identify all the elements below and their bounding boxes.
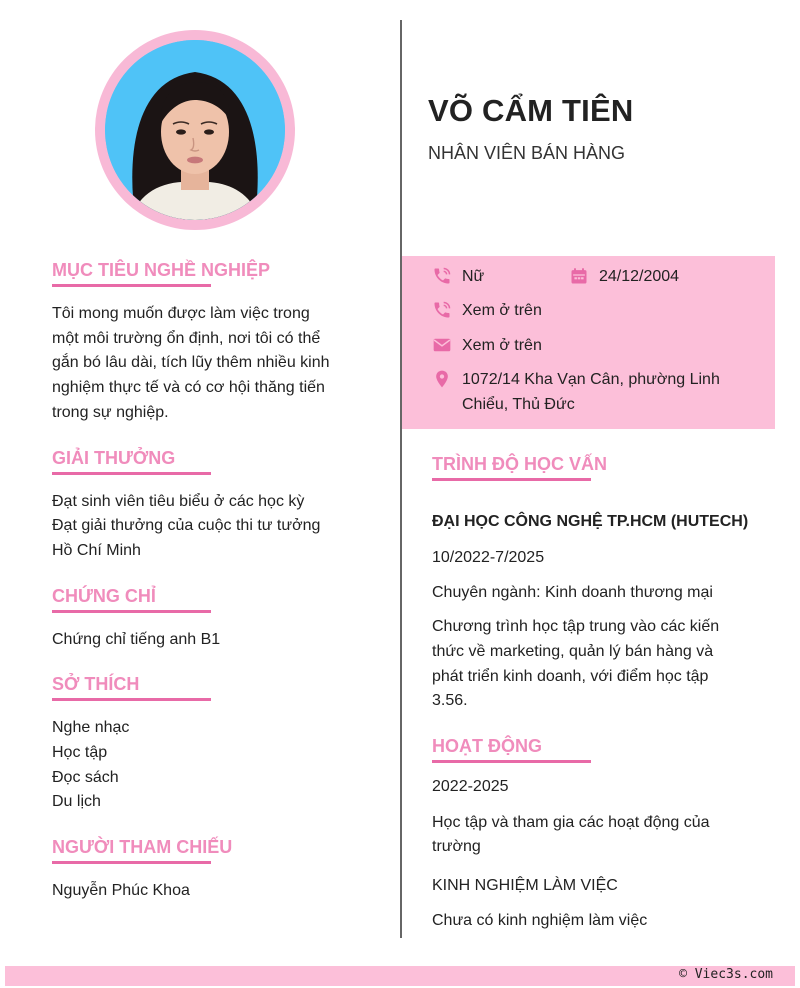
education-period: 10/2022-7/2025 (432, 548, 545, 566)
activities-description (432, 811, 762, 860)
school-name: ĐẠI HỌC CÔNG NGHỆ TP.HCM (HUTECH) (432, 513, 749, 530)
education-description (432, 615, 762, 714)
experience-text: Chưa có kinh nghiệm làm việc (432, 911, 648, 929)
footer-credit: © Viec3s.com (679, 967, 773, 982)
text-line: trường (432, 838, 481, 856)
text-line: gắn bó lâu dài, tích lũy thêm nhiều kinh (52, 354, 330, 372)
calendar-icon (569, 266, 589, 286)
hobby-item: Nghe nhạc (52, 719, 130, 737)
section-underline (432, 760, 591, 763)
education-major: Chuyên ngành: Kinh doanh thương mại (432, 584, 713, 602)
section-title: MỤC TIÊU NGHỀ NGHIỆP (52, 260, 271, 280)
certificate-item: Chứng chỉ tiếng anh B1 (52, 630, 221, 648)
phone-icon (432, 266, 452, 286)
section-underline (52, 698, 211, 701)
gender-value: Nữ (462, 268, 485, 285)
address-line: Chiểu, Thủ Đức (462, 395, 575, 413)
phone-value: Xem ở trên (462, 302, 542, 319)
right-column (432, 452, 762, 933)
section-certificates (52, 584, 352, 653)
text-line: Tôi mong muốn được làm việc trong (52, 305, 310, 322)
hobby-item: Du lịch (52, 793, 101, 811)
hobby-item: Học tập (52, 744, 108, 762)
activities-period: 2022-2025 (432, 777, 509, 795)
portrait-photo (105, 40, 285, 220)
birthday-value: 24/12/2004 (599, 268, 680, 285)
avatar-ring (95, 30, 295, 230)
section-title: TRÌNH ĐỘ HỌC VẤN (432, 454, 607, 474)
text-line: trong sự nghiệp. (52, 403, 169, 421)
section-title: SỞ THÍCH (52, 674, 140, 695)
address-line: 1072/14 Kha Vạn Cân, phường Linh (462, 371, 720, 388)
section-references (52, 835, 352, 904)
text-line: một môi trường ổn định, nơi tôi có thể (52, 329, 321, 347)
text-line: nghiệm thực tế và có cơ hội thăng tiến (52, 379, 325, 397)
left-column (52, 258, 352, 904)
section-underline (52, 610, 211, 613)
text-line: 3.56. (432, 692, 468, 710)
section-activities (432, 734, 762, 934)
section-career-goal (52, 258, 352, 426)
section-title: CHỨNG CHỈ (52, 585, 156, 606)
text-line: Học tập và tham gia các hoạt động của (432, 813, 710, 831)
section-title: NGƯỜI THAM CHIẾU (52, 837, 233, 858)
award-item: Hồ Chí Minh (52, 541, 141, 559)
address-value (462, 368, 720, 417)
career-goal-text (52, 302, 352, 426)
section-title: GIẢI THƯỞNG (52, 447, 176, 468)
reference-item: Nguyễn Phúc Khoa (52, 882, 190, 900)
section-underline (432, 478, 591, 481)
section-underline (52, 284, 211, 287)
award-item: Đạt giải thưởng của cuộc thi tư tưởng (52, 517, 321, 535)
candidate-name: VÕ CẨM TIÊN (428, 93, 634, 128)
section-underline (52, 472, 211, 475)
section-awards (52, 446, 352, 564)
section-title: HOẠT ĐỘNG (432, 735, 542, 756)
footer-bar (5, 966, 795, 986)
text-line: phát triển kinh doanh, với điểm học tập (432, 667, 709, 685)
text-line: thức về marketing, quản lý bán hàng và (432, 642, 714, 660)
avatar (105, 40, 285, 220)
map-pin-icon (432, 369, 452, 389)
text-line: Chương trình học tập trung vào các kiến (432, 618, 720, 636)
award-item: Đạt sinh viên tiêu biểu ở các học kỳ (52, 492, 305, 510)
section-education (432, 452, 762, 714)
hobby-item: Đọc sách (52, 768, 119, 786)
job-title: NHÂN VIÊN BÁN HÀNG (428, 143, 626, 163)
column-divider (400, 20, 402, 938)
section-underline (52, 861, 211, 864)
email-value: Xem ở trên (462, 337, 542, 354)
experience-title: KINH NGHIỆM LÀM VIỆC (432, 877, 618, 895)
phone-icon (432, 300, 452, 320)
mail-icon (432, 335, 452, 355)
contact-box (402, 256, 775, 429)
section-hobbies (52, 672, 352, 815)
